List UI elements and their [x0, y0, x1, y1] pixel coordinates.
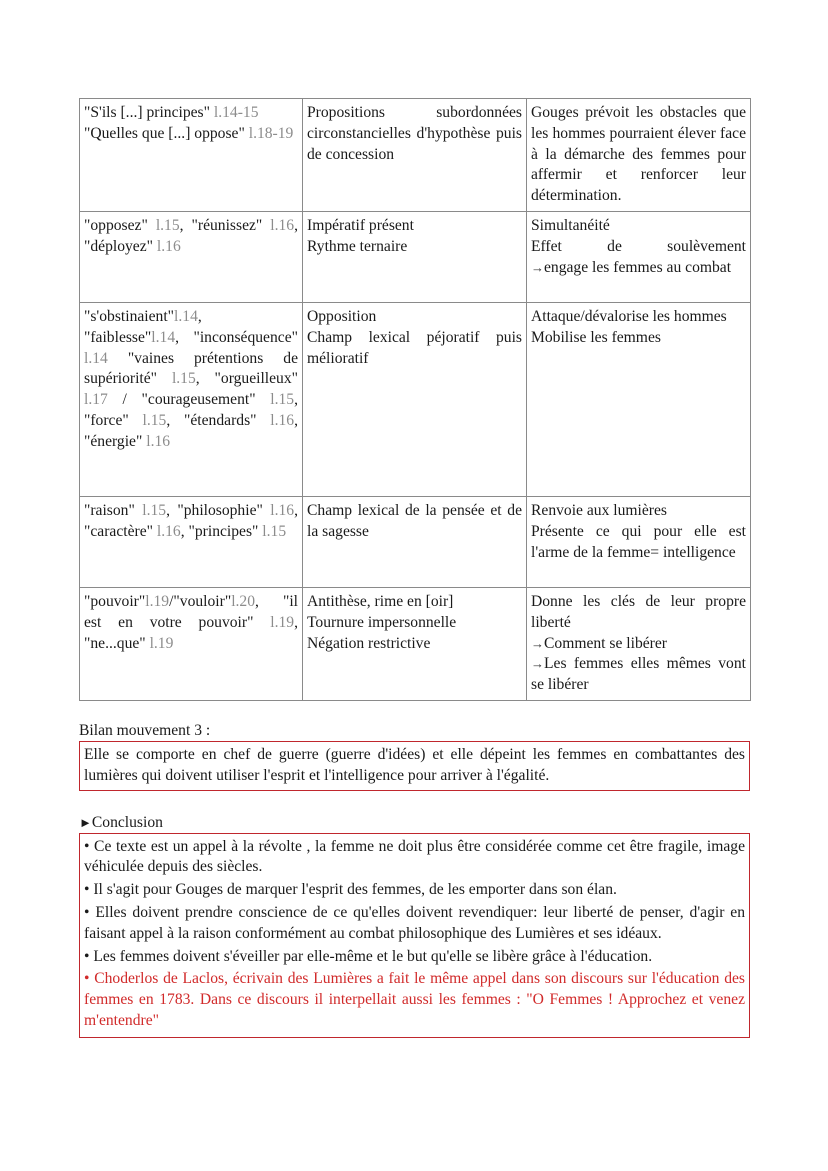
- device-cell: Impératif présent Rythme ternaire: [303, 211, 527, 302]
- device-cell: Opposition Champ lexical péjoratif puis mélioratif: [303, 302, 527, 496]
- analysis-table: [79, 98, 751, 701]
- list-item: • Ce texte est un appel à la révolte , la femme ne doit plus être considérée comme cet être fragile, image véhiculée depuis des siècles.: [84, 837, 745, 876]
- bilan-text: Elle se comporte en chef de guerre (guerre d'idées) et elle dépeint les femmes en combattantes des lumières qui doivent utiliser l'esprit et l'intelligence pour arriver à l'égalité.: [84, 745, 745, 784]
- interpretation-cell: Donne les clés de leur propre liberté →Comment se libérer →Les femmes elles mêmes vont se libérer: [527, 587, 751, 700]
- bullet-icon: •: [84, 837, 95, 855]
- interpretation-cell: Attaque/dévalorise les hommes Mobilise les femmes: [527, 302, 751, 496]
- list-item: • Il s'agit pour Gouges de marquer l'esprit des femmes, de les emporter dans son élan.: [84, 881, 617, 899]
- conclusion-box: [79, 833, 750, 1038]
- bullet-icon: •: [84, 881, 94, 899]
- right-arrow-icon: →: [531, 635, 544, 651]
- table-row: [80, 496, 751, 587]
- device-cell: Propositions subordonnées circonstancielles d'hypothèse puis de concession: [303, 99, 527, 212]
- right-arrow-icon: →: [531, 259, 544, 275]
- bullet-icon: •: [84, 947, 94, 965]
- device-cell: Antithèse, rime en [oir] Tournure impersonnelle Négation restrictive: [303, 587, 527, 700]
- conclusion-heading: ►Conclusion: [79, 813, 163, 831]
- device-cell: Champ lexical de la pensée et de la sagesse: [303, 496, 527, 587]
- quote-cell: "S'ils [...] principes" l.14-15 "Quelles que [...] oppose" l.18-19: [80, 99, 303, 212]
- quote-cell: "pouvoir"l.19/"vouloir"l.20, "il est en votre pouvoir" l.19, "ne...que" l.19: [80, 587, 303, 700]
- triangle-bullet-icon: ►: [79, 814, 92, 830]
- table-row: [80, 211, 751, 302]
- bullet-icon: •: [84, 970, 95, 988]
- table-row: [80, 302, 751, 496]
- bilan-title: Bilan mouvement 3 :: [79, 721, 211, 739]
- right-arrow-icon: →: [531, 656, 544, 672]
- table-row: [80, 587, 751, 700]
- quote-cell: "s'obstinaient"l.14, "faiblesse"l.14, "inconséquence" l.14 "vaines prétentions de supériorité" l.15, "orgueilleux" l.17 / "courageusement" l.15, "force" l.15, "étendards" l.16, "énergie" l.16: [80, 302, 303, 496]
- table-row: [80, 99, 751, 212]
- quote-cell: "opposez" l.15, "réunissez" l.16, "déployez" l.16: [80, 211, 303, 302]
- bullet-icon: •: [84, 903, 96, 921]
- interpretation-cell: Simultanéité Effet de soulèvement →engage les femmes au combat: [527, 211, 751, 302]
- highlight-item: • Choderlos de Laclos, écrivain des Lumières a fait le même appel dans son discours sur l'éducation des femmes en 1783. Dans ce discours il interpellait aussi les femmes : "O Femmes ! Approchez et venez m'entendre": [84, 970, 746, 1029]
- bilan-box: [79, 741, 750, 791]
- interpretation-cell: Renvoie aux lumières Présente ce qui pour elle est l'arme de la femme= intelligence: [527, 496, 751, 587]
- interpretation-cell: Gouges prévoit les obstacles que les hommes pourraient élever face à la démarche des femmes pour affermir et renforcer leur détermination.: [527, 99, 751, 212]
- quote-cell: "raison" l.15, "philosophie" l.16, "caractère" l.16, "principes" l.15: [80, 496, 303, 587]
- list-item: • Elles doivent prendre conscience de ce qu'elles doivent revendiquer: leur liberté de penser, d'agir en faisant appel à la raison conformément au combat philosophique des Lumières et ses idéaux.: [84, 903, 745, 942]
- list-item: • Les femmes doivent s'éveiller par elle-même et le but qu'elle se libère grâce à l'éducation.: [84, 947, 653, 965]
- document-page: [79, 98, 750, 1038]
